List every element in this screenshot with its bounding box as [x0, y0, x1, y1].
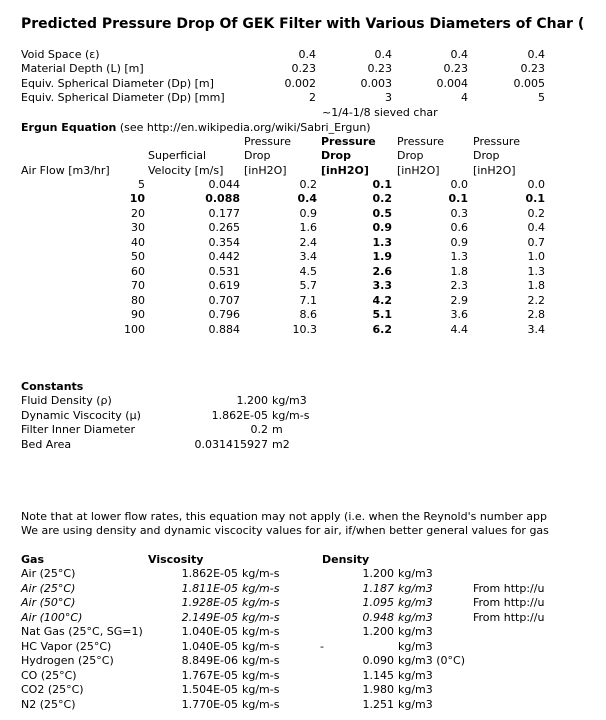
gas-viscosity-unit: kg/m-s: [242, 640, 280, 653]
table-cell-pd: 1.6: [299, 221, 317, 234]
constant-value: 0.2: [250, 423, 268, 436]
sheet-title: Predicted Pressure Drop Of GEK Filter with Various Diameters of Char (: [21, 16, 585, 32]
table-cell-vel: 0.088: [205, 192, 240, 205]
gas-density-unit: kg/m3: [398, 625, 433, 638]
table-cell-pd: 6.2: [372, 323, 392, 336]
gas-name: Nat Gas (25°C, SG=1): [21, 625, 143, 638]
col-header-vel1: Superficial: [148, 149, 207, 162]
gas-name: Air (25°C): [21, 567, 76, 580]
gas-viscosity-unit: kg/m-s: [242, 582, 280, 595]
gas-viscosity-unit: kg/m-s: [242, 654, 280, 667]
gas-viscosity: 1.811E-05: [181, 582, 238, 595]
param-cell: 0.003: [360, 77, 392, 90]
gas-density: 0.948: [362, 611, 394, 624]
gas-density-dash: -: [320, 640, 324, 653]
param-label-dp-m: Equiv. Spherical Diameter (Dp) [m]: [21, 77, 214, 90]
table-cell-pd: 8.6: [299, 308, 317, 321]
ergun-heading: Ergun Equation (see http://en.wikipedia.org/wiki/Sabri_Ergun): [21, 121, 371, 134]
table-cell-vel: 0.044: [208, 178, 240, 191]
table-cell-pd: 5.7: [299, 279, 317, 292]
table-cell-flow: 40: [131, 236, 145, 249]
table-cell-pd: 4.2: [372, 294, 392, 307]
param-label-void: Void Space (ε): [21, 48, 100, 61]
col-header-pd3: [inH2O]: [397, 164, 440, 177]
table-cell-pd: 4.5: [299, 265, 317, 278]
table-cell-pd: 4.4: [450, 323, 468, 336]
table-cell-vel: 0.619: [208, 279, 240, 292]
sieve-note: ~1/4-1/8 sieved char: [322, 106, 438, 119]
gas-viscosity-unit: kg/m-s: [242, 698, 280, 711]
gas-viscosity: 1.504E-05: [181, 683, 238, 696]
gas-density-unit: kg/m3: [398, 582, 433, 595]
col-header-pd2: [inH2O]: [321, 164, 369, 177]
param-cell: 0.23: [367, 62, 392, 75]
param-cell: 0.004: [436, 77, 468, 90]
col-header-pd4: Drop: [473, 149, 500, 162]
constant-label: Filter Inner Diameter: [21, 423, 136, 436]
table-cell-vel: 0.442: [208, 250, 240, 263]
density-col-header: Density: [322, 553, 370, 566]
table-cell-pd: 1.3: [527, 265, 545, 278]
gas-name: HC Vapor (25°C): [21, 640, 112, 653]
param-label-depth: Material Depth (L) [m]: [21, 62, 144, 75]
gas-source-link: From http://u: [473, 596, 545, 609]
param-cell: 0.005: [513, 77, 545, 90]
table-cell-pd: 5.1: [372, 308, 392, 321]
constant-label: Dynamic Viscocity (μ): [21, 409, 141, 422]
table-cell-pd: 10.3: [292, 323, 317, 336]
table-cell-vel: 0.265: [208, 221, 240, 234]
table-cell-pd: 3.4: [527, 323, 545, 336]
table-cell-flow: 100: [124, 323, 145, 336]
gas-density: 0.090: [362, 654, 394, 667]
col-header-pd1: Pressure: [244, 135, 291, 148]
gas-name: Air (100°C): [21, 611, 83, 624]
gas-viscosity-unit: kg/m-s: [242, 596, 280, 609]
table-cell-flow: 50: [131, 250, 145, 263]
col-header-pd3: Pressure: [397, 135, 444, 148]
col-header-pd4: Pressure: [473, 135, 520, 148]
gas-density-unit: kg/m3: [398, 640, 433, 653]
param-cell: 4: [461, 91, 468, 104]
gas-density: 1.200: [362, 567, 394, 580]
gas-viscosity: 2.149E-05: [181, 611, 238, 624]
table-cell-pd: 2.6: [372, 265, 392, 278]
gas-name: Air (50°C): [21, 596, 76, 609]
table-cell-pd: 2.4: [299, 236, 317, 249]
col-header-vel2: Velocity [m/s]: [148, 164, 224, 177]
table-cell-pd: 2.9: [450, 294, 468, 307]
table-cell-pd: 0.4: [297, 192, 317, 205]
table-cell-pd: 0.1: [372, 178, 392, 191]
table-cell-pd: 2.8: [527, 308, 545, 321]
note-line: We are using density and dynamic viscocity values for air, if/when better general values for gas: [21, 524, 549, 537]
param-cell: 0.23: [443, 62, 468, 75]
param-label-dp-mm: Equiv. Spherical Diameter (Dp) [mm]: [21, 91, 225, 104]
gas-viscosity: 8.849E-06: [181, 654, 238, 667]
col-header-pd1: [inH2O]: [244, 164, 287, 177]
gas-density-unit: kg/m3: [398, 611, 433, 624]
table-cell-pd: 3.6: [450, 308, 468, 321]
constants-heading: Constants: [21, 380, 84, 393]
gas-viscosity-unit: kg/m-s: [242, 683, 280, 696]
param-cell: 0.4: [450, 48, 468, 61]
table-cell-flow: 80: [131, 294, 145, 307]
constant-unit: m2: [272, 438, 290, 451]
table-cell-pd: 0.6: [450, 221, 468, 234]
gas-density: 1.145: [362, 669, 394, 682]
table-cell-pd: 0.2: [299, 178, 317, 191]
param-cell: 0.23: [291, 62, 316, 75]
col-header-pd4: [inH2O]: [473, 164, 516, 177]
gas-viscosity: 1.770E-05: [181, 698, 238, 711]
table-cell-pd: 0.9: [450, 236, 468, 249]
table-cell-pd: 1.3: [372, 236, 392, 249]
table-cell-pd: 0.9: [372, 221, 392, 234]
gas-density: 1.980: [362, 683, 394, 696]
gas-viscosity: 1.862E-05: [181, 567, 238, 580]
param-cell: 0.4: [527, 48, 545, 61]
gas-density: 1.251: [362, 698, 394, 711]
table-cell-vel: 0.884: [208, 323, 240, 336]
table-cell-pd: 1.8: [450, 265, 468, 278]
table-cell-pd: 0.2: [372, 192, 392, 205]
constant-value: 1.862E-05: [211, 409, 268, 422]
table-cell-vel: 0.707: [208, 294, 240, 307]
gas-density: 1.200: [362, 625, 394, 638]
gas-density-unit: kg/m3: [398, 596, 433, 609]
col-header-pd3: Drop: [397, 149, 424, 162]
param-cell: 0.4: [374, 48, 392, 61]
table-cell-pd: 1.9: [372, 250, 392, 263]
constant-value: 1.200: [236, 394, 268, 407]
table-cell-pd: 2.2: [527, 294, 545, 307]
param-cell: 0.23: [520, 62, 545, 75]
table-cell-flow: 20: [131, 207, 145, 220]
viscosity-col-header: Viscosity: [148, 553, 204, 566]
gas-viscosity: 1.040E-05: [181, 625, 238, 638]
gas-viscosity: 1.928E-05: [181, 596, 238, 609]
gas-density-unit: kg/m3 (0°C): [398, 654, 466, 667]
gas-source-link: From http://u: [473, 582, 545, 595]
gas-name: CO2 (25°C): [21, 683, 84, 696]
gas-viscosity-unit: kg/m-s: [242, 567, 280, 580]
gas-name: CO (25°C): [21, 669, 77, 682]
table-cell-pd: 1.3: [450, 250, 468, 263]
table-cell-flow: 5: [138, 178, 145, 191]
constant-value: 0.031415927: [194, 438, 268, 451]
table-cell-pd: 1.0: [527, 250, 545, 263]
gas-source-link: From http://u: [473, 611, 545, 624]
table-cell-pd: 0.1: [448, 192, 468, 205]
table-cell-pd: 3.3: [372, 279, 392, 292]
col-header-airflow: Air Flow [m3/hr]: [21, 164, 110, 177]
gas-viscosity-unit: kg/m-s: [242, 611, 280, 624]
gas-density-unit: kg/m3: [398, 567, 433, 580]
table-cell-pd: 0.9: [299, 207, 317, 220]
param-cell: 0.4: [298, 48, 316, 61]
table-cell-pd: 3.4: [299, 250, 317, 263]
table-cell-pd: 0.1: [525, 192, 545, 205]
table-cell-vel: 0.354: [208, 236, 240, 249]
table-cell-pd: 0.2: [527, 207, 545, 220]
gas-density-unit: kg/m3: [398, 669, 433, 682]
gas-col-header: Gas: [21, 553, 44, 566]
gas-viscosity: 1.767E-05: [181, 669, 238, 682]
param-cell: 0.002: [284, 77, 316, 90]
param-cell: 5: [538, 91, 545, 104]
table-cell-flow: 90: [131, 308, 145, 321]
table-cell-pd: 0.0: [527, 178, 545, 191]
table-cell-pd: 0.0: [450, 178, 468, 191]
gas-name: Hydrogen (25°C): [21, 654, 114, 667]
table-cell-pd: 1.8: [527, 279, 545, 292]
param-cell: 3: [385, 91, 392, 104]
gas-density: 1.095: [362, 596, 394, 609]
gas-density-unit: kg/m3: [398, 698, 433, 711]
constant-label: Bed Area: [21, 438, 72, 451]
table-cell-flow: 30: [131, 221, 145, 234]
col-header-pd1: Drop: [244, 149, 271, 162]
col-header-pd2: Drop: [321, 149, 351, 162]
table-cell-pd: 0.3: [450, 207, 468, 220]
table-cell-flow: 10: [129, 192, 145, 205]
note-line: Note that at lower flow rates, this equation may not apply (i.e. when the Reynold's number app: [21, 510, 547, 523]
gas-name: N2 (25°C): [21, 698, 76, 711]
gas-viscosity: 1.040E-05: [181, 640, 238, 653]
table-cell-pd: 0.7: [527, 236, 545, 249]
table-cell-vel: 0.531: [208, 265, 240, 278]
constant-unit: kg/m3: [272, 394, 307, 407]
table-cell-vel: 0.796: [208, 308, 240, 321]
gas-density-unit: kg/m3: [398, 683, 433, 696]
constant-unit: m: [272, 423, 283, 436]
gas-density: 1.187: [362, 582, 394, 595]
table-cell-pd: 7.1: [299, 294, 317, 307]
param-cell: 2: [309, 91, 316, 104]
table-cell-pd: 0.5: [372, 207, 392, 220]
constant-unit: kg/m-s: [272, 409, 310, 422]
col-header-pd2: Pressure: [321, 135, 376, 148]
gas-viscosity-unit: kg/m-s: [242, 669, 280, 682]
constant-label: Fluid Density (ρ): [21, 394, 112, 407]
gas-viscosity-unit: kg/m-s: [242, 625, 280, 638]
table-cell-vel: 0.177: [208, 207, 240, 220]
gas-name: Air (25°C): [21, 582, 76, 595]
table-cell-flow: 60: [131, 265, 145, 278]
table-cell-flow: 70: [131, 279, 145, 292]
table-cell-pd: 2.3: [450, 279, 468, 292]
table-cell-pd: 0.4: [527, 221, 545, 234]
